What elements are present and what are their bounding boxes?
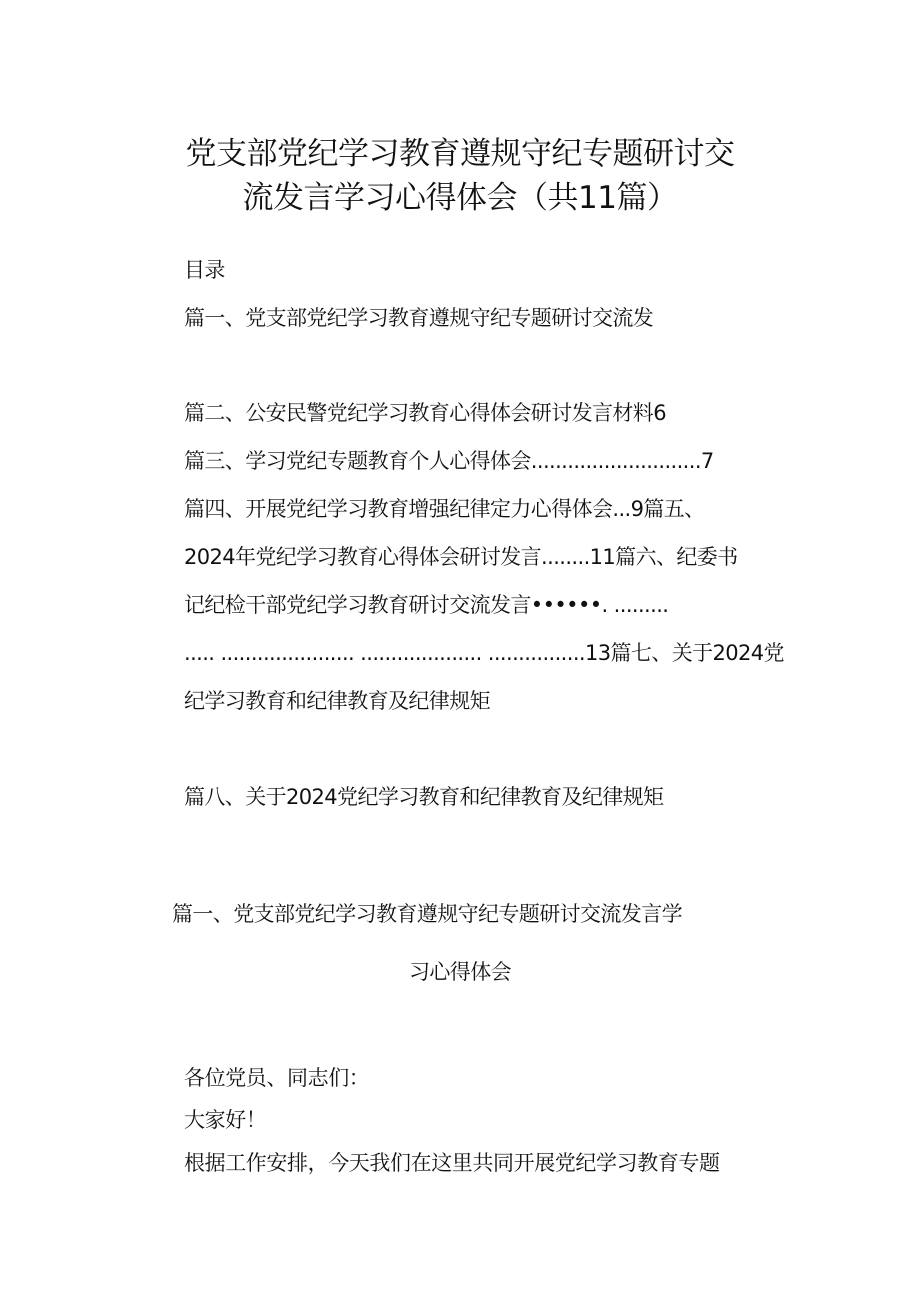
hello-text: 大家好！ bbox=[184, 1108, 267, 1132]
toc-entry-3[interactable]: 篇三、学习党纪专题教育个人心得体会............................7 bbox=[184, 449, 714, 473]
paragraph-text: 根据工作安排，今天我们在这里共同开展党纪学习教育专题 bbox=[184, 1151, 720, 1175]
section-heading-line-2: 习心得体会 bbox=[409, 960, 511, 984]
toc-entry-2[interactable]: 篇二、公安民警党纪学习教育心得体会研讨发言材料6 bbox=[184, 401, 666, 425]
greeting-text: 各位党员、同志们： bbox=[184, 1066, 370, 1090]
toc-entry-6[interactable]: 记纪检干部党纪学习教育研讨交流发言••••••. ......... bbox=[184, 593, 669, 617]
toc-heading: 目录 bbox=[184, 258, 225, 282]
document-title-line-1: 党支部党纪学习教育遵规守纪专题研讨交 bbox=[185, 136, 735, 172]
toc-entry-7[interactable]: ..... ...................... .................... ................13篇七、关于2024党 bbox=[184, 641, 784, 665]
section-heading-line-1: 篇一、党支部党纪学习教育遵规守纪专题研讨交流发言学 bbox=[172, 902, 682, 926]
document-title-line-2: 流发言学习心得体会（共11篇） bbox=[242, 180, 678, 216]
toc-entry-8[interactable]: 纪学习教育和纪律教育及纪律规矩 bbox=[184, 689, 490, 713]
toc-entry-9[interactable]: 篇八、关于2024党纪学习教育和纪律教育及纪律规矩 bbox=[184, 785, 664, 809]
toc-entry-4[interactable]: 篇四、开展党纪学习教育增强纪律定力心得体会...9篇五、 bbox=[184, 497, 705, 521]
toc-entry-1[interactable]: 篇一、党支部党纪学习教育遵规守纪专题研讨交流发 bbox=[184, 306, 654, 330]
toc-entry-5[interactable]: 2024年党纪学习教育心得体会研讨发言........11篇六、纪委书 bbox=[184, 545, 738, 569]
